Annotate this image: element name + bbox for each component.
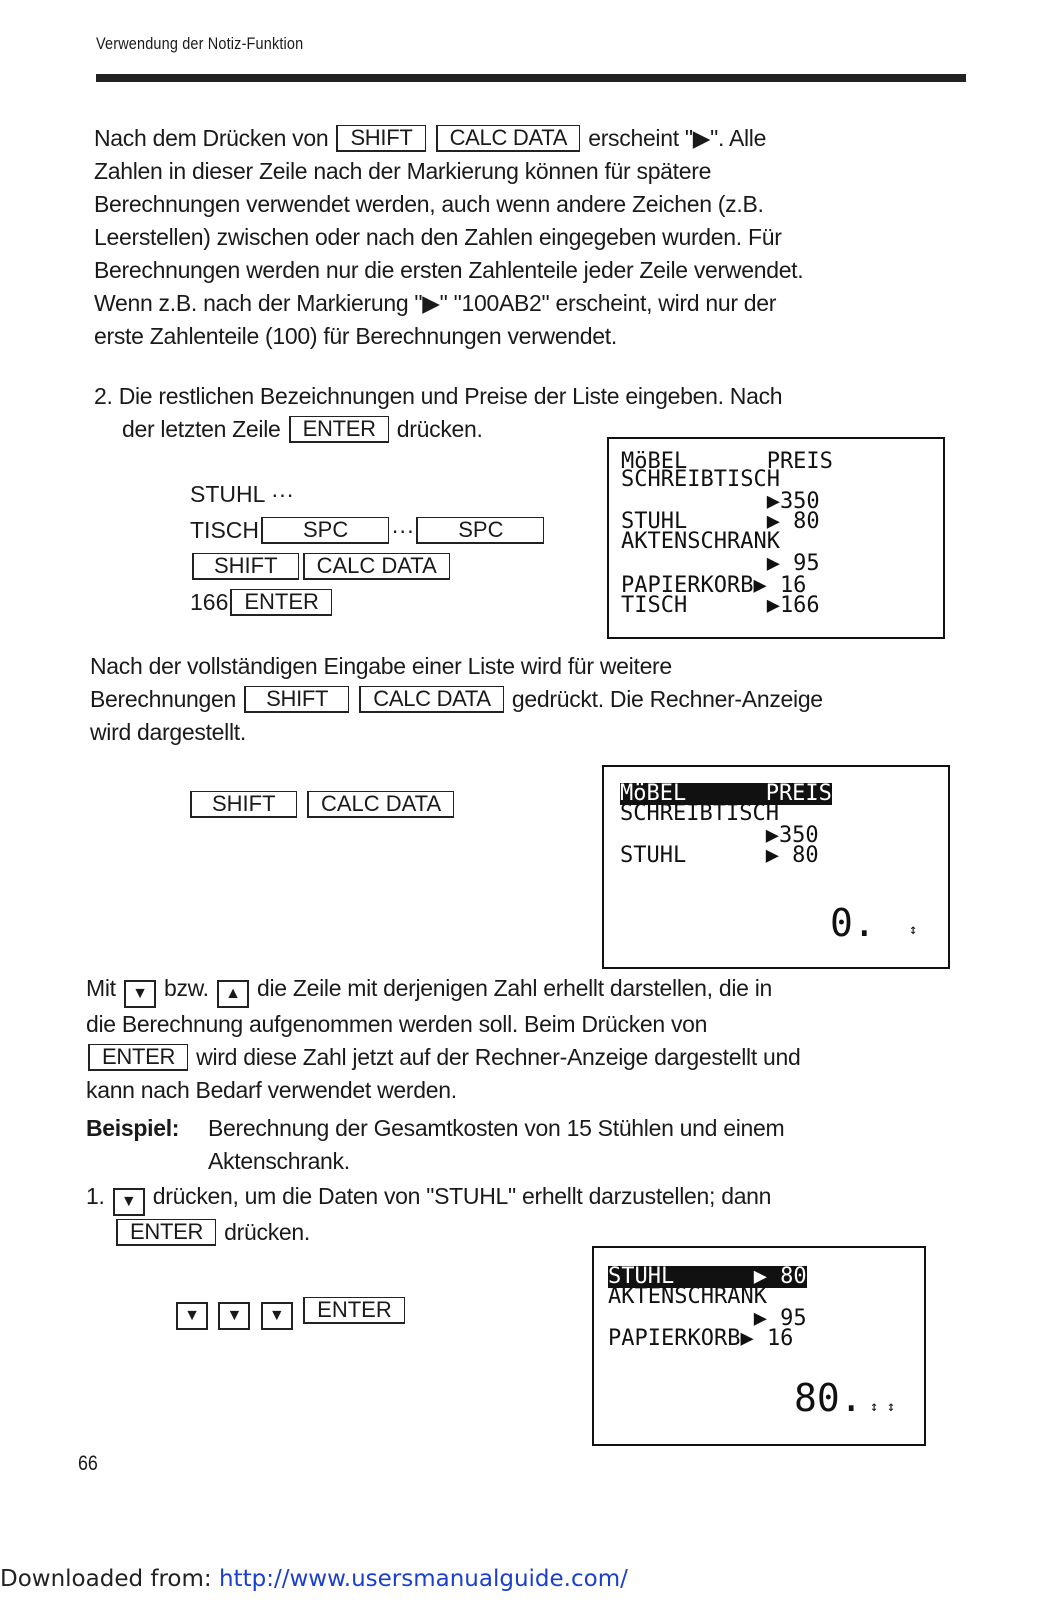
step-1-number: 1. [86,1183,105,1209]
source-link[interactable]: http://www.usersmanualguide.com/ [218,1566,628,1592]
step-2: 2. Die restlichen Bezeichnungen und Preise der Liste eingeben. Nach der letzten Zeile ENTER drücken. [94,383,783,442]
step-2-number: 2. [94,383,113,409]
example-label: Beispiel: [86,1115,180,1141]
step-1: 1. ▼ drücken, um die Daten von "STUHL" erhellt darzustellen; dann ENTER drücken. [86,1183,772,1245]
highlighted-row: MöBEL PREIS [620,781,832,806]
spc-key: SPC [416,517,544,544]
download-footer: Downloaded from: http://www.usersmanualguide.com/ [0,1566,628,1592]
header-rule [96,74,966,82]
enter-key: ENTER [289,416,389,443]
page-number: 66 [78,1452,98,1475]
shift-key: SHIFT [192,553,299,580]
running-header: Verwendung der Notiz-Funktion [96,34,304,53]
entry-sequence-1: STUHL ··· TISCH SPC ··· SPC SHIFT CALC DATA 166 ENTER [190,476,546,620]
down-arrow-key-icon: ▼ [176,1302,208,1330]
calc-data-key: CALC DATA [303,553,450,580]
down-arrow-key-icon: ▼ [113,1188,145,1216]
shift-key: SHIFT [244,686,349,713]
example-block: Beispiel: Berechnung der Gesamtkosten von 15 Stühlen und einem Aktenschrank. [86,1112,976,1178]
intro-line-7: erste Zahlenteile (100) für Berechnungen verwendet. [94,323,617,349]
entry-sequence-3 [174,1292,407,1330]
scroll-indicator-icon: ↕ [909,922,918,938]
scroll-indicator-icon: ↕ ↕ [870,1399,896,1415]
highlighted-row: STUHL ▶ 80 [608,1264,807,1289]
entry-sequence-2 [188,786,456,822]
down-arrow-key-icon: ▼ [124,980,156,1008]
spc-key: SPC [261,517,389,544]
result-value: 0. [830,901,876,945]
down-arrow-key-icon: ▼ [218,1302,250,1330]
up-arrow-key-icon: ▲ [217,980,249,1008]
calc-data-key: CALC DATA [359,686,504,713]
enter-key: ENTER [88,1044,188,1071]
shift-key: SHIFT [336,125,425,152]
intro-line-2: Zahlen in dieser Zeile nach der Markierung können für spätere [94,158,712,184]
paragraph-2: Nach der vollständigen Eingabe einer Liste wird für weitere Berechnungen SHIFT CALC DATA gedrückt. Die Rechner-Anzeige wird dargestellt. [90,653,823,745]
paragraph-3: Mit ▼ bzw. ▲ die Zeile mit derjenigen Zahl erhellt darstellen, die in die Berechnung aufgenommen werden soll. Beim Drücken von ENTER wird diese Zahl jetzt auf der Rechner-Anzeige dargestellt und kann nach Bedarf verwendet werden. [86,975,801,1103]
intro-line-3: Berechnungen verwendet werden, auch wenn andere Zeichen (z.B. [94,191,764,217]
intro-line-1: Nach dem Drücken von SHIFT CALC DATA erscheint "▶". Alle [94,125,767,151]
down-arrow-key-icon: ▼ [261,1302,293,1330]
intro-line-5: Berechnungen werden nur die ersten Zahlenteile jeder Zeile verwendet. [94,257,804,283]
enter-key: ENTER [303,1297,405,1324]
shift-key: SHIFT [190,791,297,818]
calculator-screen-1: MöBEL PREIS SCHREIBTISCH ▶350 STUHL ▶ 80 AKTENSCHRANK ▶ 95 PAPIERKORB▶ 16 TISCH ▶166 [607,437,945,639]
enter-key: ENTER [116,1219,216,1246]
calc-data-key: CALC DATA [307,791,454,818]
result-value: 80. [794,1376,863,1420]
calc-data-key: CALC DATA [436,125,581,152]
intro-paragraph [94,122,974,353]
enter-key: ENTER [230,589,332,616]
intro-line-4: Leerstellen) zwischen oder nach den Zahlen eingegeben wurden. Für [94,224,782,250]
calculator-screen-3: STUHL ▶ 80 AKTENSCHRANK ▶ 95 PAPIERKORB▶ 16 80. ↕ ↕ [592,1246,926,1446]
calculator-screen-2: MöBEL PREIS SCHREIBTISCH ▶350 STUHL ▶ 80 0. ↕ [602,765,950,969]
intro-line-6: Wenn z.B. nach der Markierung "▶" "100AB2" erscheint, wird nur der [94,290,777,316]
